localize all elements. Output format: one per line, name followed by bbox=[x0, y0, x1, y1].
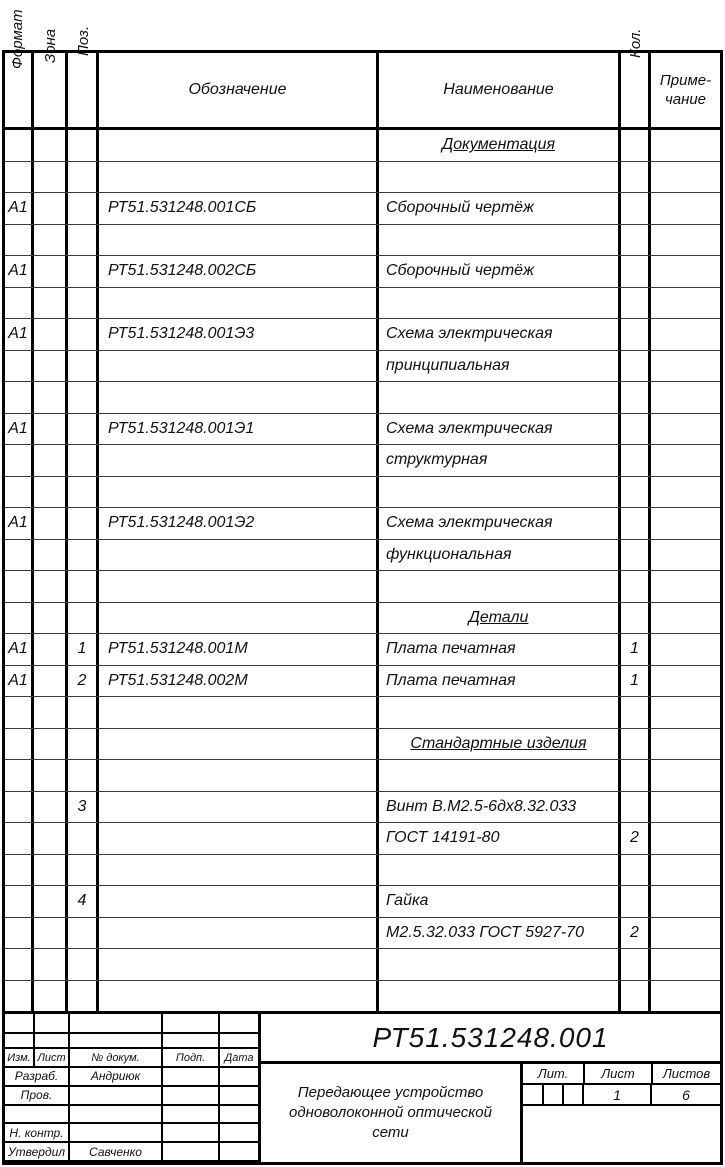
cell-format bbox=[5, 603, 34, 634]
cell-section-title: Детали bbox=[379, 603, 621, 634]
lit-section bbox=[523, 1064, 720, 1162]
cell-designation bbox=[99, 949, 379, 980]
cell-pos: 2 bbox=[68, 666, 99, 697]
cell-pos bbox=[68, 729, 99, 760]
cell-format bbox=[5, 792, 34, 823]
cell-designation: РТ51.531248.001Э1 bbox=[99, 414, 379, 445]
cell-format bbox=[5, 571, 34, 602]
cell-note bbox=[651, 792, 720, 823]
cell-qty bbox=[621, 886, 651, 917]
cell-designation bbox=[99, 382, 379, 413]
role-label: Разраб. bbox=[5, 1068, 70, 1087]
cell-note bbox=[651, 760, 720, 791]
spec-row bbox=[5, 225, 720, 257]
cell-designation bbox=[99, 918, 379, 949]
spec-row bbox=[5, 571, 720, 603]
cell-format bbox=[5, 445, 34, 476]
title-block-left bbox=[5, 1014, 261, 1162]
cell-pos bbox=[68, 981, 99, 1012]
cell-qty bbox=[621, 382, 651, 413]
role-name bbox=[70, 1124, 163, 1143]
cell-designation: РТ51.531248.001М bbox=[99, 634, 379, 665]
cell-zone bbox=[34, 697, 68, 728]
spec-row bbox=[5, 130, 720, 162]
lit-value-row bbox=[523, 1085, 720, 1106]
column-label-format: Формат bbox=[9, 9, 26, 69]
role-row bbox=[5, 1106, 258, 1125]
cell-pos bbox=[68, 225, 99, 256]
cell-note bbox=[651, 351, 720, 382]
cell-zone bbox=[34, 760, 68, 791]
role-name: Савченко bbox=[70, 1143, 163, 1162]
lit-label: Лит. bbox=[523, 1064, 585, 1085]
cell-name bbox=[379, 288, 621, 319]
table-header-row bbox=[5, 53, 720, 130]
cell-pos bbox=[68, 382, 99, 413]
revision-row-empty bbox=[5, 1034, 258, 1049]
role-date bbox=[220, 1143, 258, 1162]
cell-note bbox=[651, 445, 720, 476]
cell-designation bbox=[99, 351, 379, 382]
cell-pos bbox=[68, 760, 99, 791]
spec-row bbox=[5, 508, 720, 540]
spec-row bbox=[5, 666, 720, 698]
cell-note bbox=[651, 508, 720, 539]
spec-row bbox=[5, 981, 720, 1012]
role-date bbox=[220, 1087, 258, 1106]
title-block bbox=[5, 1011, 720, 1162]
cell-qty bbox=[621, 540, 651, 571]
role-signature bbox=[163, 1143, 220, 1162]
cell-qty bbox=[621, 760, 651, 791]
cell-note bbox=[651, 288, 720, 319]
cell-note bbox=[651, 414, 720, 445]
cell-note bbox=[651, 886, 720, 917]
cell-qty bbox=[621, 697, 651, 728]
cell-format bbox=[5, 981, 34, 1012]
cell-name: М2.5.32.033 ГОСТ 5927-70 bbox=[379, 918, 621, 949]
cell-qty bbox=[621, 193, 651, 224]
spec-row bbox=[5, 823, 720, 855]
cell-qty bbox=[621, 162, 651, 193]
cell-note bbox=[651, 162, 720, 193]
cell-qty bbox=[621, 256, 651, 287]
role-label: Утвердил bbox=[5, 1143, 70, 1162]
cell-note bbox=[651, 256, 720, 287]
cell-qty bbox=[621, 351, 651, 382]
sheets-label: Листов bbox=[653, 1064, 720, 1085]
cell-note bbox=[651, 634, 720, 665]
spec-row bbox=[5, 603, 720, 635]
cell-zone bbox=[34, 571, 68, 602]
spec-row bbox=[5, 319, 720, 351]
role-name: Андриюк bbox=[70, 1068, 163, 1087]
cell-pos bbox=[68, 571, 99, 602]
cell-note bbox=[651, 855, 720, 886]
column-label-qty: Кол. bbox=[627, 28, 644, 58]
cell-zone bbox=[34, 918, 68, 949]
spec-row bbox=[5, 760, 720, 792]
header-cell-designation: Обозначение bbox=[99, 53, 379, 127]
cell-name bbox=[379, 981, 621, 1012]
cell-qty bbox=[621, 288, 651, 319]
spec-row bbox=[5, 162, 720, 194]
cell-designation: РТ51.531248.001Э3 bbox=[99, 319, 379, 350]
cell-qty: 2 bbox=[621, 823, 651, 854]
cell-name bbox=[379, 949, 621, 980]
cell-note bbox=[651, 729, 720, 760]
role-signature bbox=[163, 1106, 220, 1125]
header-cell-name: Наименование bbox=[379, 53, 621, 127]
doc-header-row bbox=[5, 1049, 258, 1068]
spec-row bbox=[5, 351, 720, 383]
header-cell-qty bbox=[621, 53, 651, 127]
cell-zone bbox=[34, 445, 68, 476]
cell-pos: 4 bbox=[68, 886, 99, 917]
spec-row bbox=[5, 855, 720, 887]
cell-designation bbox=[99, 792, 379, 823]
cell-zone bbox=[34, 634, 68, 665]
column-label-zone: Зона bbox=[42, 28, 59, 63]
cell-designation bbox=[99, 225, 379, 256]
cell-name bbox=[379, 162, 621, 193]
cell-format bbox=[5, 351, 34, 382]
cell-name: Плата печатная bbox=[379, 634, 621, 665]
cell-designation bbox=[99, 886, 379, 917]
cell-designation bbox=[99, 729, 379, 760]
header-cell-format bbox=[5, 53, 34, 127]
cell-qty: 2 bbox=[621, 918, 651, 949]
cell-designation bbox=[99, 162, 379, 193]
cell-pos bbox=[68, 477, 99, 508]
cell-qty bbox=[621, 792, 651, 823]
cell-qty bbox=[621, 603, 651, 634]
cell-qty bbox=[621, 855, 651, 886]
cell-zone bbox=[34, 414, 68, 445]
cell-pos bbox=[68, 193, 99, 224]
cell-designation bbox=[99, 697, 379, 728]
cell-note bbox=[651, 823, 720, 854]
cell-qty bbox=[621, 729, 651, 760]
cell-name: Плата печатная bbox=[379, 666, 621, 697]
cell-format: А1 bbox=[5, 319, 34, 350]
cell-designation: РТ51.531248.002М bbox=[99, 666, 379, 697]
cell-pos bbox=[68, 697, 99, 728]
cell-name: ГОСТ 14191-80 bbox=[379, 823, 621, 854]
cell-format: А1 bbox=[5, 256, 34, 287]
cell-section-title: Стандартные изделия bbox=[379, 729, 621, 760]
spec-row bbox=[5, 729, 720, 761]
cell-format bbox=[5, 855, 34, 886]
cell-designation bbox=[99, 603, 379, 634]
cell-pos bbox=[68, 256, 99, 287]
sheet-label: Лист bbox=[585, 1064, 653, 1085]
cell-format bbox=[5, 477, 34, 508]
cell-name: Винт В.М2.5-6дх8.32.033 bbox=[379, 792, 621, 823]
title-block-right bbox=[261, 1014, 720, 1162]
cell-qty bbox=[621, 981, 651, 1012]
cell-note bbox=[651, 540, 720, 571]
spec-row bbox=[5, 918, 720, 950]
header-cell-note: Приме- чание bbox=[659, 72, 712, 108]
cell-designation: РТ51.531248.001Э2 bbox=[99, 508, 379, 539]
header-cell-pos bbox=[68, 53, 99, 127]
cell-zone bbox=[34, 382, 68, 413]
cell-note bbox=[651, 981, 720, 1012]
cell-name: Сборочный чертёж bbox=[379, 256, 621, 287]
cell-qty bbox=[621, 445, 651, 476]
cell-designation bbox=[99, 981, 379, 1012]
spec-row bbox=[5, 256, 720, 288]
spec-row bbox=[5, 540, 720, 572]
role-signature bbox=[163, 1068, 220, 1087]
cell-format bbox=[5, 540, 34, 571]
cell-format: А1 bbox=[5, 666, 34, 697]
cell-zone bbox=[34, 162, 68, 193]
cell-qty bbox=[621, 477, 651, 508]
cell-format: А1 bbox=[5, 193, 34, 224]
role-name bbox=[70, 1106, 163, 1125]
cell-designation bbox=[99, 823, 379, 854]
spec-row bbox=[5, 193, 720, 225]
cell-note bbox=[651, 666, 720, 697]
cell-pos bbox=[68, 162, 99, 193]
cell-name bbox=[379, 760, 621, 791]
cell-note bbox=[651, 949, 720, 980]
cell-qty: 1 bbox=[621, 634, 651, 665]
cell-designation bbox=[99, 855, 379, 886]
sheet-value: 1 bbox=[584, 1085, 652, 1106]
doc-header-cell: Лист bbox=[35, 1049, 70, 1068]
cell-zone bbox=[34, 729, 68, 760]
cell-name bbox=[379, 855, 621, 886]
cell-zone bbox=[34, 130, 68, 161]
cell-zone bbox=[34, 666, 68, 697]
cell-zone bbox=[34, 256, 68, 287]
doc-header-cell: Подп. bbox=[163, 1049, 220, 1068]
product-title: Передающее устройство одноволоконной оптической сети bbox=[261, 1064, 523, 1162]
role-date bbox=[220, 1124, 258, 1143]
cell-note bbox=[651, 319, 720, 350]
cell-format: А1 bbox=[5, 634, 34, 665]
cell-name: структурная bbox=[379, 445, 621, 476]
cell-format bbox=[5, 729, 34, 760]
spec-row bbox=[5, 792, 720, 824]
cell-qty bbox=[621, 949, 651, 980]
cell-qty: 1 bbox=[621, 666, 651, 697]
organization-cell bbox=[523, 1106, 720, 1162]
cell-zone bbox=[34, 225, 68, 256]
cell-zone bbox=[34, 855, 68, 886]
role-signature bbox=[163, 1087, 220, 1106]
cell-format bbox=[5, 162, 34, 193]
cell-name bbox=[379, 477, 621, 508]
role-row bbox=[5, 1068, 258, 1087]
cell-note bbox=[651, 571, 720, 602]
cell-zone bbox=[34, 319, 68, 350]
role-date bbox=[220, 1106, 258, 1125]
doc-header-cell: Дата bbox=[220, 1049, 258, 1068]
cell-format bbox=[5, 382, 34, 413]
cell-name: Схема электрическая bbox=[379, 508, 621, 539]
cell-pos bbox=[68, 414, 99, 445]
cell-zone bbox=[34, 477, 68, 508]
cell-name: функциональная bbox=[379, 540, 621, 571]
column-label-pos: Поз. bbox=[75, 25, 92, 56]
cell-note bbox=[651, 477, 720, 508]
cell-pos bbox=[68, 540, 99, 571]
role-row bbox=[5, 1124, 258, 1143]
cell-pos bbox=[68, 949, 99, 980]
revision-row-empty bbox=[5, 1014, 258, 1034]
cell-zone bbox=[34, 603, 68, 634]
cell-format bbox=[5, 697, 34, 728]
cell-pos bbox=[68, 319, 99, 350]
spec-row bbox=[5, 288, 720, 320]
lit-header-row bbox=[523, 1064, 720, 1085]
cell-name: принципиальная bbox=[379, 351, 621, 382]
document-designation: РТ51.531248.001 bbox=[261, 1014, 720, 1064]
cell-note bbox=[651, 603, 720, 634]
cell-pos: 1 bbox=[68, 634, 99, 665]
spec-row bbox=[5, 445, 720, 477]
cell-pos bbox=[68, 351, 99, 382]
cell-designation: РТ51.531248.002СБ bbox=[99, 256, 379, 287]
role-signature bbox=[163, 1124, 220, 1143]
cell-note bbox=[651, 225, 720, 256]
cell-zone bbox=[34, 288, 68, 319]
spec-row bbox=[5, 886, 720, 918]
cell-zone bbox=[34, 193, 68, 224]
cell-format bbox=[5, 288, 34, 319]
spec-row bbox=[5, 382, 720, 414]
cell-pos bbox=[68, 603, 99, 634]
role-name bbox=[70, 1087, 163, 1106]
role-label: Н. контр. bbox=[5, 1124, 70, 1143]
cell-section-title: Документация bbox=[379, 130, 621, 161]
cell-zone bbox=[34, 351, 68, 382]
cell-pos bbox=[68, 130, 99, 161]
sheet-frame bbox=[2, 50, 723, 1165]
role-date bbox=[220, 1068, 258, 1087]
cell-designation: РТ51.531248.001СБ bbox=[99, 193, 379, 224]
header-cell-zone bbox=[34, 53, 68, 127]
cell-name: Схема электрическая bbox=[379, 414, 621, 445]
cell-designation bbox=[99, 130, 379, 161]
cell-qty bbox=[621, 225, 651, 256]
cell-designation bbox=[99, 760, 379, 791]
cell-format: А1 bbox=[5, 414, 34, 445]
cell-name bbox=[379, 382, 621, 413]
cell-pos bbox=[68, 918, 99, 949]
cell-zone bbox=[34, 792, 68, 823]
cell-zone bbox=[34, 886, 68, 917]
cell-format bbox=[5, 918, 34, 949]
table-body bbox=[5, 130, 720, 1011]
role-label: Пров. bbox=[5, 1087, 70, 1106]
cell-format bbox=[5, 760, 34, 791]
cell-name bbox=[379, 571, 621, 602]
cell-format bbox=[5, 823, 34, 854]
cell-qty bbox=[621, 319, 651, 350]
cell-qty bbox=[621, 508, 651, 539]
doc-header-cell: Изм. bbox=[5, 1049, 35, 1068]
cell-zone bbox=[34, 508, 68, 539]
cell-designation bbox=[99, 288, 379, 319]
spec-row bbox=[5, 414, 720, 446]
cell-designation bbox=[99, 477, 379, 508]
cell-note bbox=[651, 382, 720, 413]
cell-name: Схема электрическая bbox=[379, 319, 621, 350]
spec-row bbox=[5, 697, 720, 729]
cell-designation bbox=[99, 540, 379, 571]
cell-format bbox=[5, 130, 34, 161]
cell-pos: 3 bbox=[68, 792, 99, 823]
cell-designation bbox=[99, 445, 379, 476]
role-label bbox=[5, 1106, 70, 1125]
roles-rows bbox=[5, 1068, 258, 1162]
cell-note bbox=[651, 193, 720, 224]
cell-zone bbox=[34, 981, 68, 1012]
cell-designation bbox=[99, 571, 379, 602]
cell-format bbox=[5, 886, 34, 917]
cell-name bbox=[379, 225, 621, 256]
cell-qty bbox=[621, 414, 651, 445]
cell-qty bbox=[621, 130, 651, 161]
cell-format bbox=[5, 949, 34, 980]
spec-row bbox=[5, 949, 720, 981]
cell-note bbox=[651, 918, 720, 949]
cell-name bbox=[379, 697, 621, 728]
role-row bbox=[5, 1143, 258, 1162]
cell-pos bbox=[68, 855, 99, 886]
cell-format bbox=[5, 225, 34, 256]
cell-note bbox=[651, 130, 720, 161]
cell-note bbox=[651, 697, 720, 728]
lit-subcell bbox=[544, 1085, 564, 1106]
cell-zone bbox=[34, 823, 68, 854]
cell-name: Сборочный чертёж bbox=[379, 193, 621, 224]
sheets-value: 6 bbox=[652, 1085, 720, 1106]
cell-zone bbox=[34, 949, 68, 980]
cell-pos bbox=[68, 823, 99, 854]
spec-row bbox=[5, 477, 720, 509]
cell-pos bbox=[68, 445, 99, 476]
cell-format: А1 bbox=[5, 508, 34, 539]
cell-name: Гайка bbox=[379, 886, 621, 917]
spec-row bbox=[5, 634, 720, 666]
lit-subcell bbox=[523, 1085, 544, 1106]
cell-zone bbox=[34, 540, 68, 571]
cell-pos bbox=[68, 288, 99, 319]
cell-qty bbox=[621, 571, 651, 602]
role-row bbox=[5, 1087, 258, 1106]
doc-header-cell: № докум. bbox=[70, 1049, 163, 1068]
cell-pos bbox=[68, 508, 99, 539]
lit-subcell bbox=[564, 1085, 584, 1106]
